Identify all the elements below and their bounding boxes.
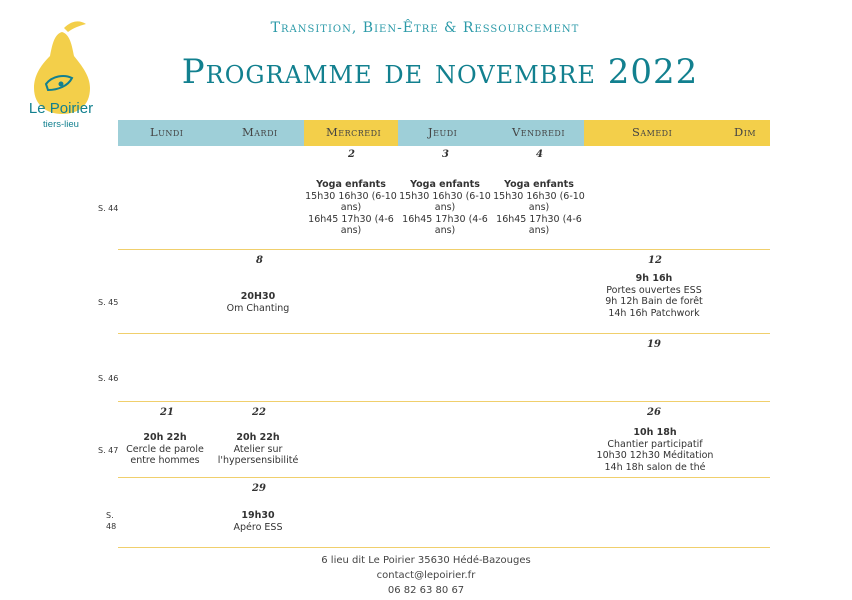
day-header-monday: Lundi bbox=[150, 125, 184, 139]
week-label-47: S. 47 bbox=[98, 446, 119, 455]
day-header-friday: Vendredi bbox=[512, 125, 565, 139]
day-header-wednesday: Mercredi bbox=[326, 125, 382, 139]
week-separator bbox=[118, 249, 770, 250]
tagline: Transition, Bien-Être & Ressourcement bbox=[270, 20, 580, 36]
week-label-46: S. 46 bbox=[98, 374, 119, 383]
event-saturday-26: 10h 18h Chantier participatif 10h30 12h30 Méditation 14h 18h salon de thé bbox=[596, 427, 714, 473]
week-label-48: S. 48 bbox=[106, 511, 117, 531]
footer-address: 6 lieu dit Le Poirier 35630 Hédé-Bazouges bbox=[321, 555, 531, 566]
date-4: 4 bbox=[536, 149, 543, 160]
date-8: 8 bbox=[256, 255, 263, 266]
date-29: 29 bbox=[252, 483, 266, 494]
date-22: 22 bbox=[252, 407, 266, 418]
week-separator bbox=[118, 401, 770, 402]
day-header-tuesday: Mardi bbox=[242, 125, 278, 139]
event-yoga-wednesday: Yoga enfants 15h30 16h30 (6-10 ans) 16h45 17h30 (4-6 ans) bbox=[305, 179, 397, 236]
week-separator bbox=[118, 333, 770, 334]
date-12: 12 bbox=[648, 255, 662, 266]
date-19: 19 bbox=[647, 339, 661, 350]
date-3: 3 bbox=[442, 149, 449, 160]
week-label-45: S. 45 bbox=[98, 298, 119, 307]
date-2: 2 bbox=[348, 149, 355, 160]
event-om-chanting: 20H30 Om Chanting bbox=[226, 291, 290, 314]
page-title: Programme de novembre 2022 bbox=[181, 52, 699, 92]
logo-name: Le Poirier bbox=[28, 100, 94, 117]
day-header-sunday: Dim bbox=[734, 125, 757, 139]
week-separator bbox=[118, 477, 770, 478]
event-apero-ess: 19h30 Apéro ESS bbox=[233, 510, 283, 533]
footer-phone: 06 82 63 80 67 bbox=[387, 585, 465, 596]
week-separator bbox=[118, 547, 770, 548]
week-label-44: S. 44 bbox=[98, 204, 119, 213]
logo-subtitle: tiers-lieu bbox=[43, 119, 79, 130]
event-saturday-12: 9h 16h Portes ouvertes ESS 9h 12h Bain de forêt 14h 16h Patchwork bbox=[605, 273, 703, 319]
footer-email[interactable]: contact@lepoirier.fr bbox=[376, 570, 476, 581]
event-yoga-friday: Yoga enfants 15h30 16h30 (6-10 ans) 16h45 17h30 (4-6 ans) bbox=[493, 179, 585, 236]
day-header-saturday: Samedi bbox=[632, 125, 673, 139]
date-21: 21 bbox=[160, 407, 174, 418]
event-yoga-thursday: Yoga enfants 15h30 16h30 (6-10 ans) 16h45 17h30 (4-6 ans) bbox=[399, 179, 491, 236]
day-header-thursday: Jeudi bbox=[428, 125, 458, 139]
event-cercle-de-parole: 20h 22h Cercle de parole entre hommes bbox=[126, 432, 204, 466]
event-atelier-hypersensibilite: 20h 22h Atelier sur l'hypersensibilité bbox=[217, 432, 299, 466]
date-26: 26 bbox=[647, 407, 661, 418]
